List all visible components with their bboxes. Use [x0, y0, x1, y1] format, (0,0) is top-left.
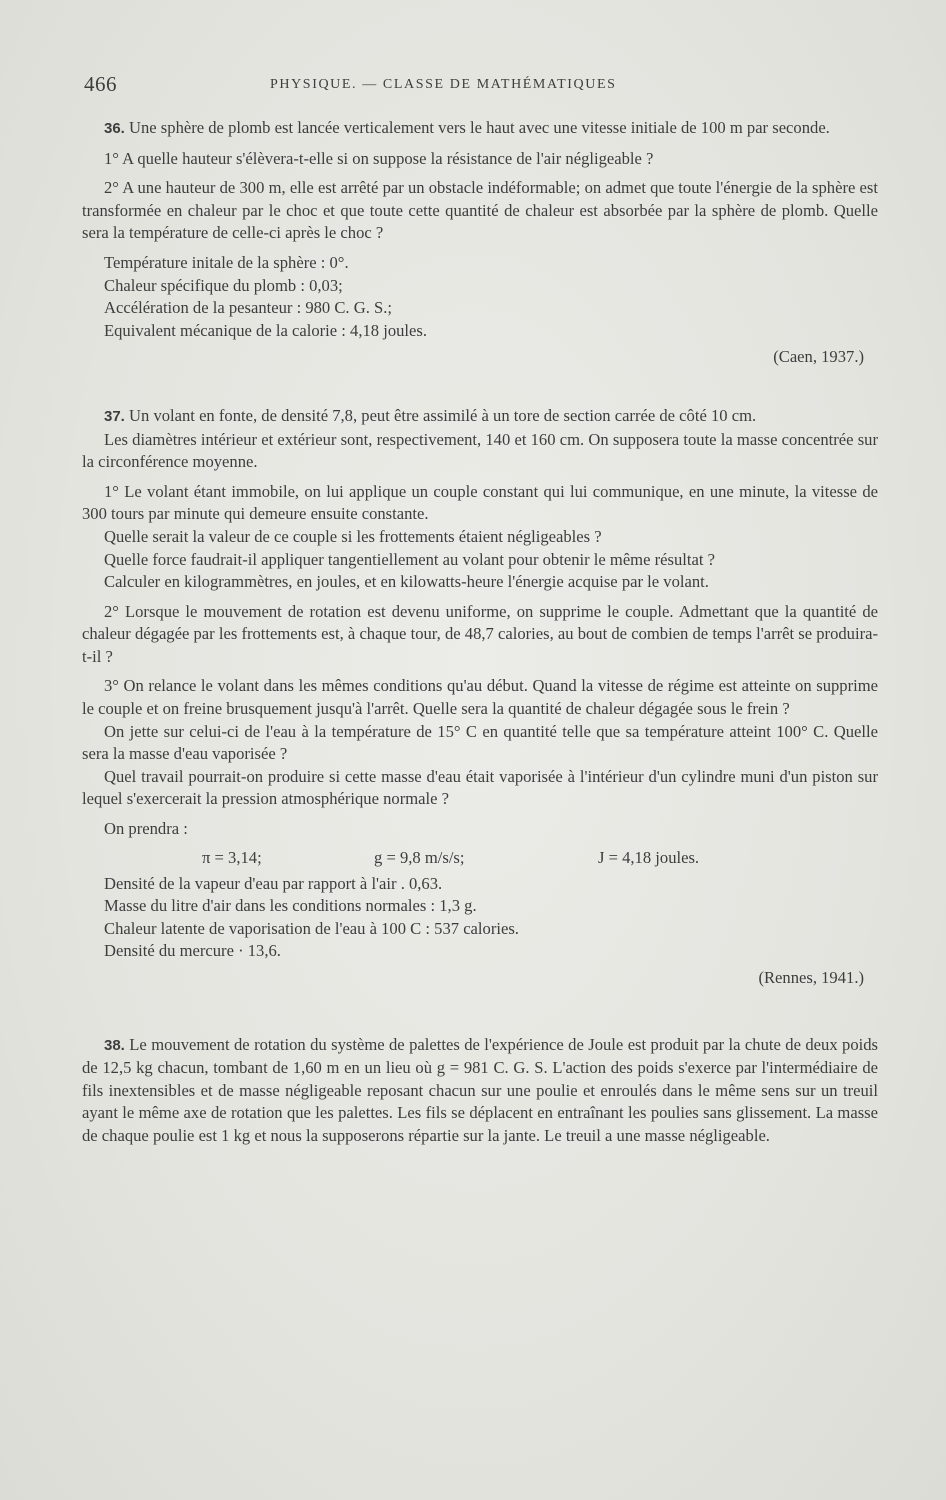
problem-37-data-line: Densité de la vapeur d'eau par rapport à l'air . 0,63.	[104, 873, 443, 893]
problem-37-question-3a: On jette sur celui-ci de l'eau à la température de 15° C en quantité telle que sa température atteint 100° C. Quelle sera la masse d'eau vaporisée ?	[82, 721, 878, 764]
running-title: PHYSIQUE. — CLASSE DE MATHÉMATIQUES	[270, 77, 617, 92]
problem-36-data-line: Accélération de la pesanteur : 980 C. G. S.;	[104, 298, 393, 318]
problem-37-question-1c: Calculer en kilogrammètres, en joules, et en kilowatts-heure l'énergie acquise par le volant.	[104, 572, 709, 592]
problem-36-question-2: 2° A une hauteur de 300 m, elle est arrêté par un obstacle indéformable; on admet que toute l'énergie de la sphère est transformée en chaleur par le choc et que toute cette quantité de chaleur est absorbée par la sphère de plomb. Quelle sera la température de celle-ci après le choc ?	[82, 178, 878, 243]
problem-text: Le mouvement de rotation du système de palettes de l'expérience de Joule est produit par la chute de deux poids de 12,5 kg chacun, tombant de 1,60 m en un lieu où g = 981 C. G. S. L'action des poids s'exerce par l'intermédiaire de fils inextensibles et de masse négligeable reposant chacun sur une poulie et enroulés dans le même sens sur un treuil ayant le même axe de rotation que les palettes. Les fils se déplacent en entraînant les poulies sans glissement. La masse de chaque poulie est 1 kg et nous la supposerons répartie sur la jante. Le treuil a une masse négligeable.	[82, 1034, 878, 1145]
problem-37-question-1a: Quelle serait la valeur de ce couple si les frottements étaient négligeables ?	[104, 526, 602, 546]
problem-37-question-1: 1° Le volant étant immobile, on lui applique un couple constant qui lui communique, en une minute, la vitesse de 300 tours par minute qui demeure ensuite constante.	[82, 481, 878, 524]
problem-37-question-3b: Quel travail pourrait-on produire si cette masse d'eau était vaporisée à l'intérieur d'un cylindre muni d'un piston sur lequel s'exercerait la pression atmosphérique normale ?	[82, 766, 878, 809]
formula-j: J = 4,18 joules.	[598, 847, 700, 867]
problem-36-question-1: 1° A quelle hauteur s'élèvera-t-elle si on suppose la résistance de l'air négligeable ?	[104, 148, 654, 168]
problem-37-question-1b: Quelle force faudrait-il appliquer tangentiellement au volant pour obtenir le même résultat ?	[104, 549, 715, 569]
problem-number: 36.	[104, 120, 125, 137]
problem-37-question-3: 3° On relance le volant dans les mêmes conditions qu'au début. Quand la vitesse de régime est atteinte on supprime le couple et on freine brusquement jusqu'à l'arrêt. Quelle sera la quantité de chaleur dégagée sous le frein ?	[82, 676, 878, 719]
problem-37-take: On prendra :	[104, 819, 188, 839]
problem-36-data-line: Température initale de la sphère : 0°.	[104, 252, 349, 272]
problem-number: 37.	[104, 407, 125, 425]
page-body	[82, 117, 878, 1148]
problem-37-intro	[82, 405, 878, 429]
problem-36-data-line: Chaleur spécifique du plomb : 0,03;	[104, 275, 343, 295]
problem-38-text	[82, 1034, 878, 1148]
problem-37-paragraph: Les diamètres intérieur et extérieur sont, respectivement, 140 et 160 cm. On supposera toute la masse concentrée sur la circonférence moyenne.	[82, 429, 878, 472]
problem-36-intro	[82, 117, 878, 141]
problem-37-data-line: Masse du litre d'air dans les conditions normales : 1,3 g.	[104, 896, 477, 916]
formula-g: g = 9,8 m/s/s;	[374, 847, 465, 867]
problem-36-source: (Caen, 1937.)	[773, 347, 864, 367]
page-number: 466	[84, 72, 117, 96]
problem-37-data-line: Densité du mercure · 13,6.	[104, 941, 281, 961]
problem-37-data-line: Chaleur latente de vaporisation de l'eau à 100 C : 537 calories.	[104, 918, 519, 938]
problem-37-source: (Rennes, 1941.)	[758, 968, 864, 987]
problem-37-formulas	[82, 847, 878, 873]
problem-37-question-2: 2° Lorsque le mouvement de rotation est devenu uniforme, on supprime le couple. Admettant que la quantité de chaleur dégagée par les frottements est, à chaque tour, de 48,7 calories, au bout de combien de temps l'arrêt se produira-t-il ?	[82, 601, 878, 666]
problem-text: Une sphère de plomb est lancée verticalement vers le haut avec une vitesse initiale de 100 m par seconde.	[129, 118, 830, 137]
problem-number: 38.	[104, 1036, 125, 1054]
page-header	[84, 72, 864, 102]
problem-36-data-line: Equivalent mécanique de la calorie : 4,18 joules.	[104, 320, 428, 340]
problem-text: Un volant en fonte, de densité 7,8, peut être assimilé à un tore de section carrée de côté 10 cm.	[129, 405, 757, 425]
formula-pi: π = 3,14;	[202, 847, 262, 867]
